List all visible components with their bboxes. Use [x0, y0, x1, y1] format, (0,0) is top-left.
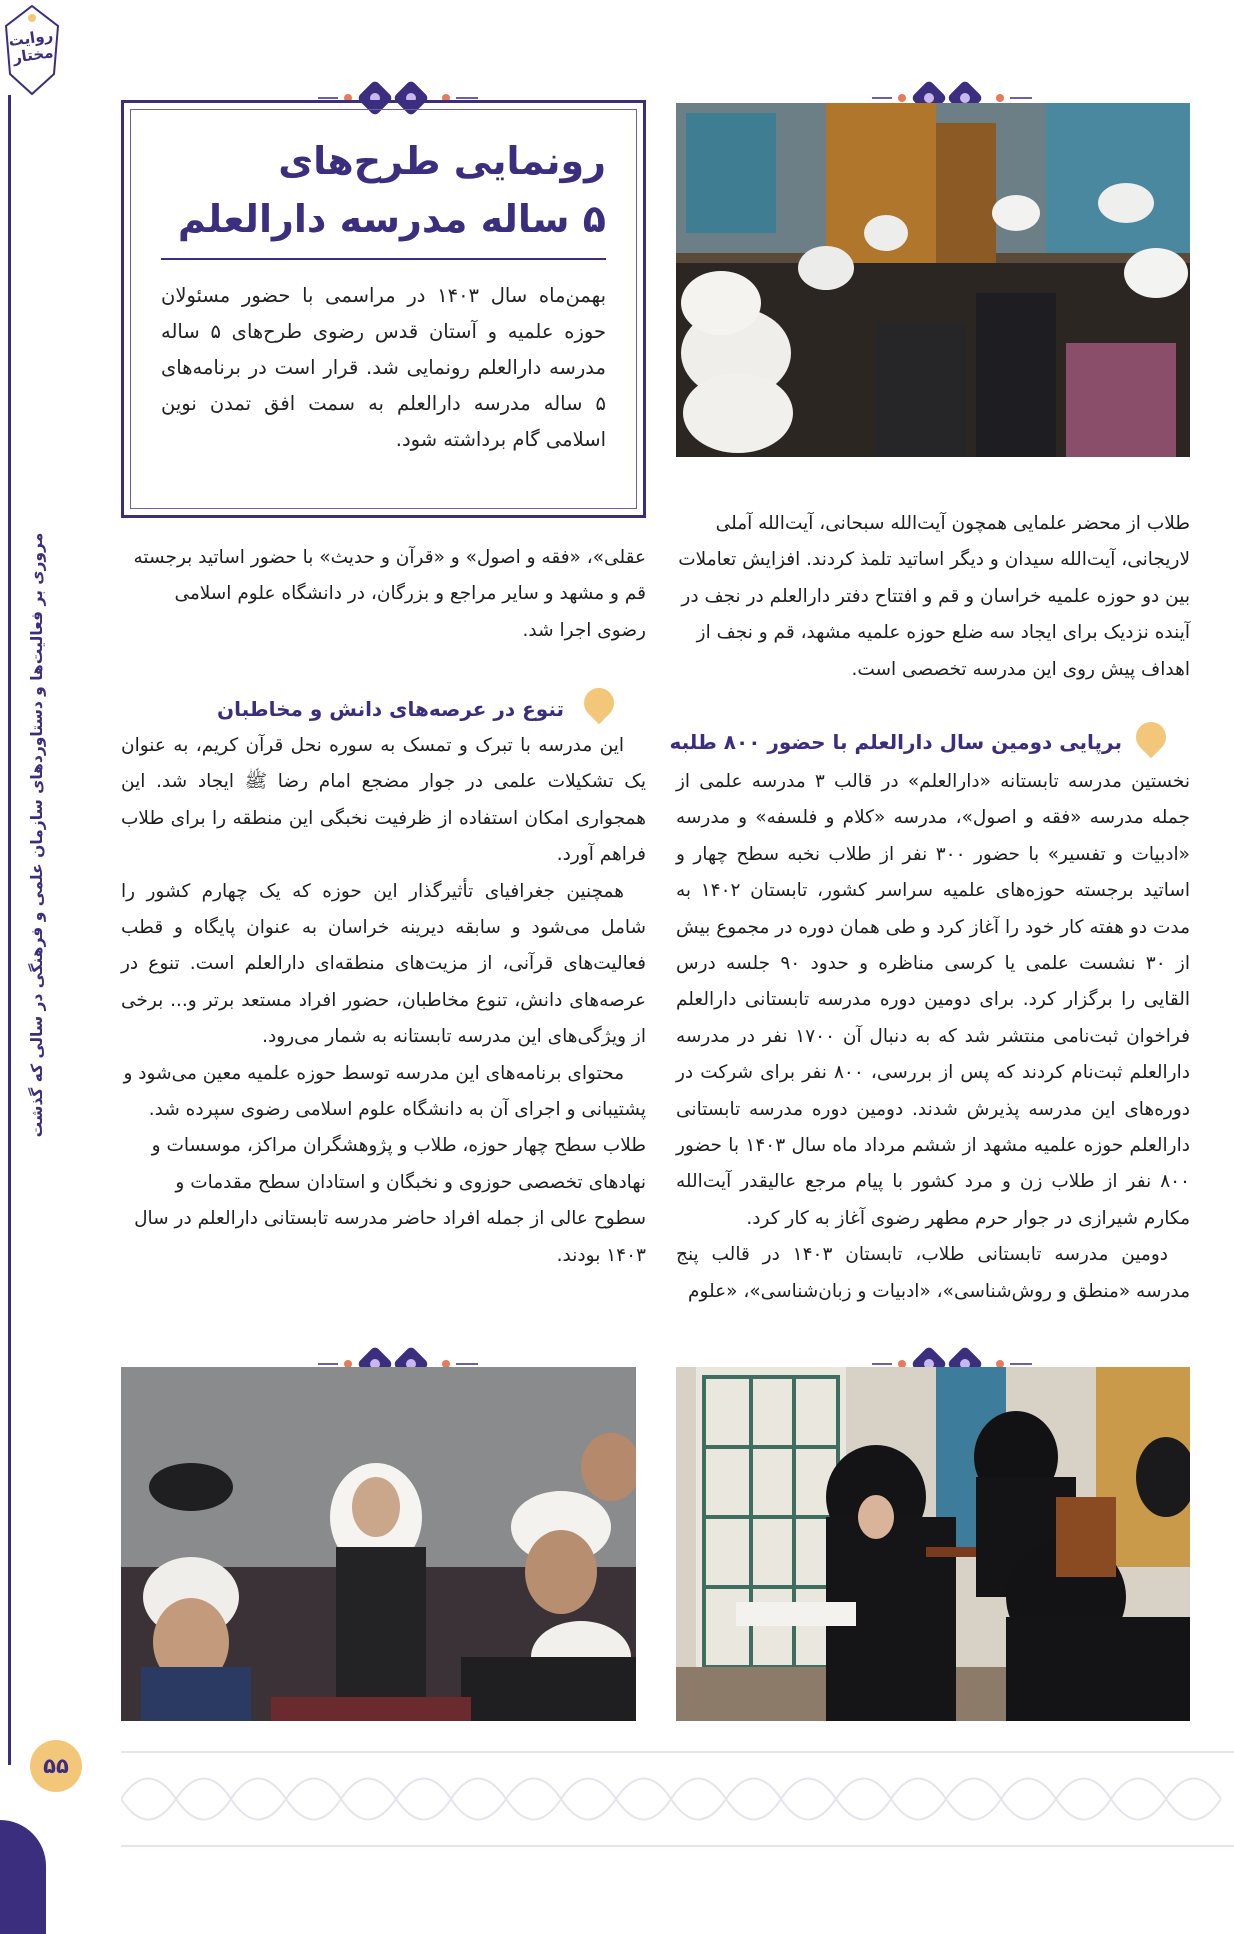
article-lead: بهمن‌ماه سال ۱۴۰۳ در مراسمی با حضور مسئولان حوزه علمیه و آستان قدس رضوی طرح‌های ۵ ساله مدرسه دارالعلم رونمایی شد. قرار است در برنامه‌های ۵ ساله مدرسه دارالعلم به سمت افق تمدن نوین اسلامی گام برداشته شود. [161, 284, 607, 451]
photo-clerics-gathering [676, 103, 1190, 457]
section1-paragraph1: نخستین مدرسه تابستانه «دارالعلم» در قالب ۳ مدرسه علمی از جمله مدرسه «فقه و اصول»، مدرسه «کلام و فلسفه» و مدرسه «ادبیات و تفسیر» با حضور ۳۰۰ نفر از طلاب نخبه سطح چهار و اساتید برجسته حوزه‌های علمیه سراسر کشور، تابستان ۱۴۰۲ به مدت دو هفته کار خود را آغاز کرد و طی همان دوره در مجموع بیش از ۳۰ نشست علمی یا کرسی مناظره و حدود ۹۰ جلسه درس القایی را برگزار کرد. برای دومین دوره مدرسه تابستانی دارالعلم فراخوان ثبت‌نامی منتشر شد که به دنبال آن ۱۷۰۰ نفر در مدرسه دارالعلم ثبت‌نام کردند که پس از بررسی، ۸۰۰ نفر برای شرکت در دوره‌های این مدرسه پذیرش شدند. دومین دوره مدرسه تابستانی دارالعلم حوزه علمیه مشهد از ششم مرداد ماه سال ۱۴۰۳ با حضور ۸۰۰ نفر از طلاب زن و مرد کشور با پیام مرجع عالیقدر آیت‌الله مکارم شیرازی در جوار حرم مطهر رضوی آغاز به کار کرد. [676, 771, 1191, 1229]
footer-pattern [121, 1748, 1234, 1850]
subhead-2: تنوع در عرصه‌های دانش و مخاطبان [217, 697, 564, 721]
section2-paragraph2: همچنین جغرافیای تأثیرگذار این حوزه که یک چهارم کشور را شامل می‌شود و سابقه دیرینه خراسان به عنوان پایگاه و قطب فعالیت‌های قرآنی، از مزیت‌های منطقه‌ای دارالعلم است. تنوع در عرصه‌های دانش، تنوع مخاطبان، حضور افراد مستعد برتر و... برخی از ویژگی‌های این مدرسه تابستانه به شمار می‌رود. [121, 880, 646, 1048]
logo-text: روایت مختار [7, 26, 55, 67]
strip-line [8, 95, 11, 1765]
left-column-section2 [121, 728, 646, 1274]
corner-decoration [0, 1820, 46, 1934]
series-title: مروری بر فعالیت‌ها و دستاوردهای سازمان علمی و فرهنگی در سالی که گذشت [28, 532, 46, 1138]
subhead-1: برپایی دومین سال دارالعلم با حضور ۸۰۰ طلبه [669, 730, 1122, 754]
title-inner [130, 109, 637, 509]
magazine-logo [2, 4, 62, 96]
right-column-section1 [676, 764, 1190, 1310]
page-number: ۵۵ [30, 1740, 82, 1792]
section2-paragraph1: این مدرسه با تبرک و تمسک به سوره نحل قرآن کریم، به عنوان یک تشکیلات علمی در جوار مضجع امام رضا ﷺ ایجاد شد. این همجواری امکان استفاده از ظرفیت نخبگی این منطقه را برای طلاب فراهم آورد. [121, 735, 646, 866]
article-title-line1: رونمایی طرح‌های [278, 139, 606, 183]
left-column-intro [121, 540, 646, 649]
subhead1-marker-icon [1130, 716, 1172, 758]
photo-seated-clerics [121, 1367, 636, 1721]
title-rule [161, 258, 606, 260]
side-strip [0, 0, 69, 1934]
subhead2-marker-icon [578, 682, 620, 724]
section2-paragraph3: محتوای برنامه‌های این مدرسه توسط حوزه علمیه معین می‌شود و پشتیبانی و اجرای آن به دانشگاه علوم اسلامی رضوی سپرده شد. طلاب سطح چهار حوزه، طلاب و پژوهشگران مراکز، موسسات و نهادهای تخصصی حوزوی و نخبگان و استادان سطح مقدمات و سطوح عالی از جمله افراد حاضر مدرسه تابستانی دارالعلم در سال ۱۴۰۳ بودند. [123, 1062, 646, 1266]
arabesque-pattern-icon [121, 1748, 1234, 1850]
title-box [121, 100, 646, 518]
section1-paragraph2: دومین مدرسه تابستانی طلاب، تابستان ۱۴۰۳ در قالب پنج مدرسه «منطق و روش‌شناسی»، «ادبیات و زبان‌شناسی»، «علوم [676, 1244, 1190, 1302]
left-top-paragraph: عقلی»، «فقه و اصول» و «قرآن و حدیث» با حضور اساتید برجسته قم و مشهد و سایر مراجع و بزرگان، در دانشگاه علوم اسلامی رضوی اجرا شد. [133, 547, 646, 641]
photo-women-students [676, 1367, 1190, 1721]
right-column-intro [676, 506, 1190, 688]
article-title-line2: ۵ ساله مدرسه دارالعلم [177, 197, 606, 241]
right-top-paragraph: طلاب از محضر علمایی همچون آیت‌الله سبحانی، آیت‌الله آملی لاریجانی، آیت‌الله سیدان و دیگر اساتید تلمذ کردند. افزایش تعاملات بین دو حوزه علمیه خراسان و قم و افتتاح دفتر دارالعلم در نجف در آینده نزدیک برای ایجاد سه ضلع حوزه علمیه مشهد، قم و نجف از اهداف پیش روی این مدرسه تخصصی است. [678, 513, 1190, 680]
